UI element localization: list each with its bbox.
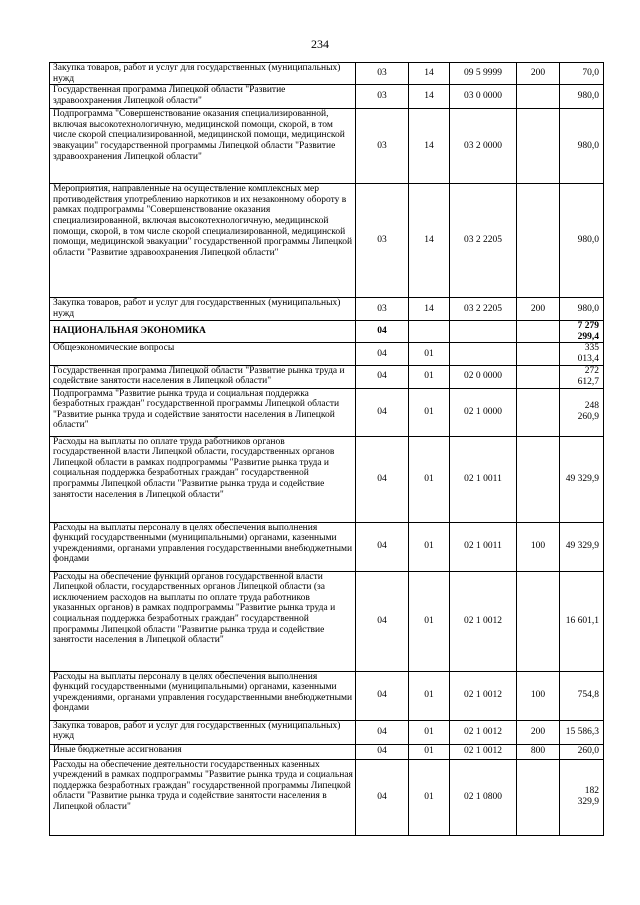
subsection-code-cell: 14	[409, 298, 450, 321]
target-article-cell: 03 2 0000	[450, 109, 517, 184]
target-article-cell	[450, 321, 517, 343]
subsection-code-cell: 14	[409, 109, 450, 184]
item-name-cell: Общеэкономические вопросы	[50, 343, 356, 365]
amount-cell: 49 329,9	[560, 522, 604, 571]
item-name-cell: Расходы на выплаты персоналу в целях обеспечения выполнения функций государственными (муниципальными) органами, казенными учреждениями, органами управления государственными внебюджетными фондами	[50, 522, 356, 571]
amount-cell: 15 586,3	[560, 720, 604, 744]
page-number: 234	[311, 37, 329, 51]
expense-type-cell: 200	[517, 63, 560, 85]
section-code-cell: 04	[356, 720, 409, 744]
expense-type-cell: 100	[517, 671, 560, 720]
amount-cell: 248 260,9	[560, 388, 604, 436]
item-name-cell: НАЦИОНАЛЬНАЯ ЭКОНОМИКА	[50, 321, 356, 343]
item-name-cell: Расходы на выплаты персоналу в целях обеспечения выполнения функций государственными (муниципальными) органами, казенными учреждениями, органами управления государственными внебюджетными фондами	[50, 671, 356, 720]
table-row	[50, 671, 604, 720]
subsection-code-cell: 01	[409, 522, 450, 571]
expense-type-cell	[517, 365, 560, 388]
expense-type-cell	[517, 85, 560, 109]
subsection-code-cell: 01	[409, 744, 450, 759]
target-article-cell: 02 0 0000	[450, 365, 517, 388]
item-name-cell: Расходы на выплаты по оплате труда работников органов государственной власти Липецкой области, государственных органов Липецкой области в рамках подпрограммы "Развитие рынка труда и социальная поддержка безработных граждан" государственной программы Липецкой области "Развитие рынка труда и содействие занятости населения в Липецкой области"	[50, 436, 356, 522]
item-name-cell: Подпрограмма "Развитие рынка труда и социальная поддержка безработных граждан" государственной программы Липецкой области "Развитие рынка труда и содействие занятости населения в Липецкой области"	[50, 388, 356, 436]
table-row	[50, 343, 604, 365]
item-name-cell: Закупка товаров, работ и услуг для государственных (муниципальных) нужд	[50, 298, 356, 321]
subsection-code-cell: 01	[409, 436, 450, 522]
amount-cell: 980,0	[560, 184, 604, 298]
target-article-cell: 02 1 0012	[450, 671, 517, 720]
item-name-cell: Государственная программа Липецкой области "Развитие рынка труда и содействие занятости населения в Липецкой области"	[50, 365, 356, 388]
subsection-code-cell: 14	[409, 85, 450, 109]
amount-cell: 49 329,9	[560, 436, 604, 522]
expense-type-cell: 100	[517, 522, 560, 571]
expense-type-cell	[517, 321, 560, 343]
expense-type-cell: 200	[517, 298, 560, 321]
budget-table-body	[50, 63, 604, 836]
table-row	[50, 744, 604, 759]
subsection-code-cell: 14	[409, 184, 450, 298]
section-code-cell: 04	[356, 759, 409, 835]
subsection-code-cell: 01	[409, 759, 450, 835]
subsection-code-cell: 01	[409, 365, 450, 388]
section-code-cell: 03	[356, 184, 409, 298]
item-name-cell: Расходы на обеспечение деятельности государственных казенных учреждений в рамках подпрограммы "Развитие рынка труда и социальная поддержка безработных граждан" государственной программы Липецкой области "Развитие рынка труда и содействие занятости населения в Липецкой области"	[50, 759, 356, 835]
amount-cell: 260,0	[560, 744, 604, 759]
subsection-code-cell	[409, 321, 450, 343]
section-code-cell: 04	[356, 671, 409, 720]
section-code-cell: 04	[356, 321, 409, 343]
table-row	[50, 571, 604, 671]
table-row	[50, 63, 604, 85]
amount-cell: 70,0	[560, 63, 604, 85]
section-code-cell: 04	[356, 365, 409, 388]
expense-type-cell: 800	[517, 744, 560, 759]
section-code-cell: 04	[356, 571, 409, 671]
table-row	[50, 522, 604, 571]
amount-cell: 272 612,7	[560, 365, 604, 388]
amount-cell: 980,0	[560, 109, 604, 184]
section-code-cell: 03	[356, 85, 409, 109]
amount-cell: 754,8	[560, 671, 604, 720]
section-code-cell: 03	[356, 109, 409, 184]
section-code-cell: 04	[356, 343, 409, 365]
amount-cell: 7 279 299,4	[560, 321, 604, 343]
target-article-cell: 03 2 2205	[450, 298, 517, 321]
amount-cell: 980,0	[560, 85, 604, 109]
table-row	[50, 184, 604, 298]
subsection-code-cell: 01	[409, 343, 450, 365]
subsection-code-cell: 14	[409, 63, 450, 85]
subsection-code-cell: 01	[409, 571, 450, 671]
section-code-cell: 03	[356, 298, 409, 321]
expense-type-cell	[517, 759, 560, 835]
section-code-cell: 03	[356, 63, 409, 85]
table-row	[50, 436, 604, 522]
target-article-cell: 02 1 0012	[450, 744, 517, 759]
target-article-cell: 02 1 0012	[450, 720, 517, 744]
table-row	[50, 321, 604, 343]
subsection-code-cell: 01	[409, 671, 450, 720]
target-article-cell: 09 5 9999	[450, 63, 517, 85]
amount-cell: 335 013,4	[560, 343, 604, 365]
target-article-cell: 02 1 0011	[450, 522, 517, 571]
section-code-cell: 04	[356, 436, 409, 522]
table-row	[50, 365, 604, 388]
budget-table	[49, 62, 604, 836]
expense-type-cell	[517, 436, 560, 522]
item-name-cell: Иные бюджетные ассигнования	[50, 744, 356, 759]
expense-type-cell	[517, 388, 560, 436]
subsection-code-cell: 01	[409, 388, 450, 436]
amount-cell: 16 601,1	[560, 571, 604, 671]
item-name-cell: Государственная программа Липецкой области "Развитие здравоохранения Липецкой области"	[50, 85, 356, 109]
expense-type-cell	[517, 109, 560, 184]
table-row	[50, 109, 604, 184]
section-code-cell: 04	[356, 522, 409, 571]
table-row	[50, 759, 604, 835]
expense-type-cell	[517, 571, 560, 671]
target-article-cell: 02 1 0011	[450, 436, 517, 522]
target-article-cell: 02 1 0000	[450, 388, 517, 436]
expense-type-cell: 200	[517, 720, 560, 744]
amount-cell: 182 329,9	[560, 759, 604, 835]
item-name-cell: Расходы на обеспечение функций органов государственной власти Липецкой области, государственных органов Липецкой области (за исключением расходов на выплаты по оплате труда работников указанных органов) в рамках подпрограммы "Развитие рынка труда и социальная поддержка безработных граждан" государственной программы Липецкой области "Развитие рынка труда и содействие занятости населения в Липецкой области"	[50, 571, 356, 671]
expense-type-cell	[517, 343, 560, 365]
target-article-cell: 02 1 0012	[450, 571, 517, 671]
item-name-cell: Подпрограмма "Совершенствование оказания специализированной, включая высокотехнологичную, медицинской помощи, скорой, в том числе скорой специализированной, медицинской помощи, медицинской эвакуации" государственной программы Липецкой области "Развитие здравоохранения Липецкой области"	[50, 109, 356, 184]
table-row	[50, 720, 604, 744]
item-name-cell: Закупка товаров, работ и услуг для государственных (муниципальных) нужд	[50, 63, 356, 85]
amount-cell: 980,0	[560, 298, 604, 321]
table-row	[50, 85, 604, 109]
target-article-cell: 03 2 2205	[450, 184, 517, 298]
subsection-code-cell: 01	[409, 720, 450, 744]
item-name-cell: Закупка товаров, работ и услуг для государственных (муниципальных) нужд	[50, 720, 356, 744]
table-row	[50, 298, 604, 321]
table-row	[50, 388, 604, 436]
section-code-cell: 04	[356, 744, 409, 759]
section-code-cell: 04	[356, 388, 409, 436]
expense-type-cell	[517, 184, 560, 298]
target-article-cell: 02 1 0800	[450, 759, 517, 835]
target-article-cell	[450, 343, 517, 365]
target-article-cell: 03 0 0000	[450, 85, 517, 109]
item-name-cell: Мероприятия, направленные на осуществление комплексных мер противодействия употреблению наркотиков и их незаконному обороту в рамках подпрограммы "Совершенствование оказания специализированной, включая высокотехнологичную, медицинской помощи, скорой, в том числе скорой специализированной, медицинской помощи, медицинской эвакуации" государственной программы Липецкой области "Развитие здравоохранения Липецкой области"	[50, 184, 356, 298]
